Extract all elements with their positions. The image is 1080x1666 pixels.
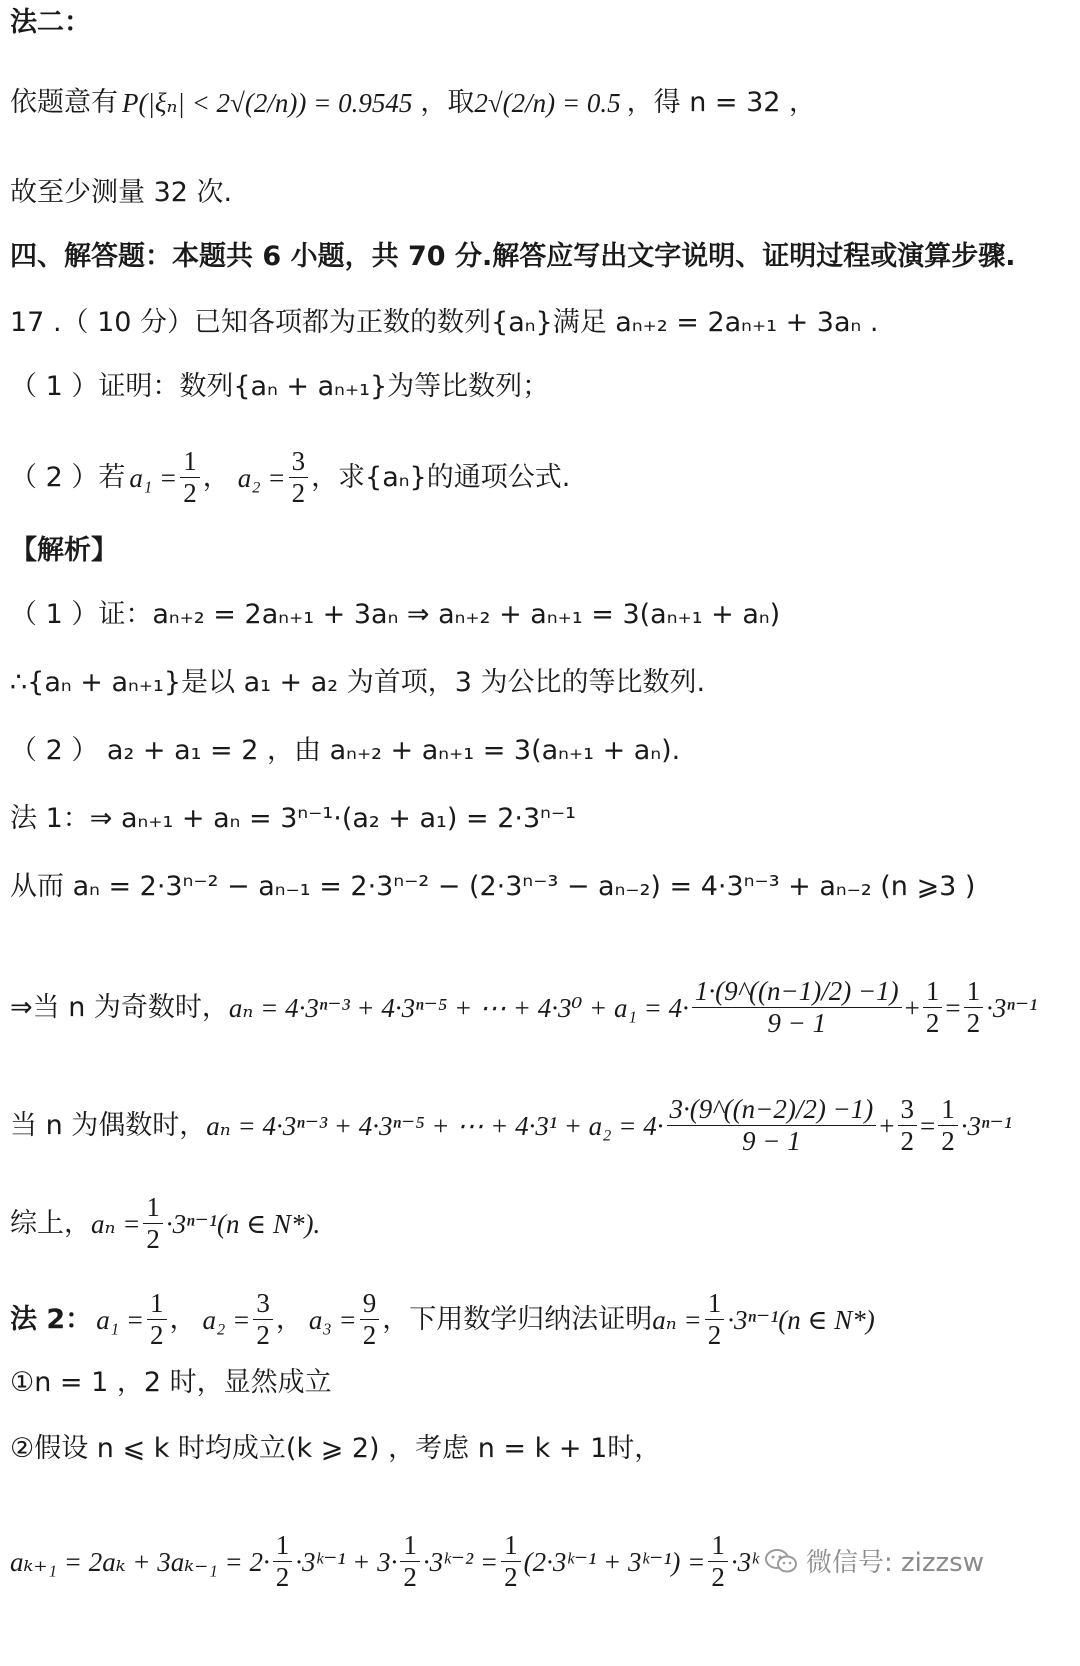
separator: ，	[169, 1303, 197, 1335]
formula-take: 2√(2/n) = 0.5	[474, 88, 621, 118]
fraction-one-half	[180, 446, 200, 509]
take-text: ，取	[420, 87, 475, 118]
fraction-one-half	[708, 1530, 728, 1593]
plus-sign: +	[904, 992, 920, 1023]
intro-text: 依题意有	[10, 87, 118, 118]
odd-case-power: ·3ⁿ⁻¹	[986, 992, 1038, 1023]
part-2-setup: （ 2 ） a₂ + a₁ = 2 ，由 aₙ₊₂ + aₙ₊₁ = 3(aₙ₊₁ + aₙ).	[10, 735, 681, 766]
part2-prefix: （ 2 ）若	[10, 461, 126, 493]
odd-case-fraction	[692, 976, 902, 1039]
fraction-numerator: 1·(9^((n−1)/2) −1)	[692, 976, 902, 1008]
equals-sign: =	[945, 992, 961, 1023]
even-case-power: ·3ⁿ⁻¹	[960, 1110, 1012, 1141]
fraction-denominator: 2	[362, 1320, 377, 1351]
fraction-numerator: 3	[289, 446, 309, 478]
fraction-denominator: 2	[900, 1126, 915, 1157]
fraction-numerator: 1	[938, 1094, 958, 1126]
separator: ，	[275, 1303, 303, 1335]
recurrence-line: 从而 aₙ = 2·3ⁿ⁻² − aₙ₋₁ = 2·3ⁿ⁻² − (2·3ⁿ⁻³ − aₙ₋₂) = 4·3ⁿ⁻³ + aₙ₋₂ (n ⩾3 )	[10, 871, 976, 902]
fraction-numerator: 1	[501, 1530, 521, 1562]
even-case-prefix: 当 n 为偶数时，	[10, 1109, 207, 1141]
step-part-d: (2·3ᵏ⁻¹ + 3ᵏ⁻¹) =	[523, 1546, 706, 1577]
fraction-numerator: 1	[143, 1192, 163, 1224]
separator: ，	[202, 461, 230, 493]
a1-label: a₁ =	[96, 1304, 145, 1335]
fraction-numerator: 1	[180, 446, 200, 478]
fraction-one-half	[143, 1192, 163, 1255]
induction-power: ·3ⁿ⁻¹(n ∈ N*)	[727, 1304, 875, 1335]
summary-prefix: 综上，	[10, 1207, 91, 1239]
a2-label: a₂ =	[237, 462, 286, 493]
step-part-b: ·3ᵏ⁻¹ + 3·	[295, 1546, 398, 1577]
summary-line	[10, 1192, 1070, 1255]
fraction-numerator: 1	[708, 1530, 728, 1562]
fraction-numerator: 1	[273, 1530, 293, 1562]
result-text: ，得 n = 32 ，	[626, 87, 817, 118]
proof-step-1: （ 1 ）证：aₙ₊₂ = 2aₙ₊₁ + 3aₙ ⇒ aₙ₊₂ + aₙ₊₁ = 3(aₙ₊₁ + aₙ)	[10, 599, 781, 630]
fraction-numerator: 3·(9^((n−2)/2) −1)	[667, 1094, 877, 1126]
fraction-denominator: 2	[183, 478, 197, 509]
proof-step-2: ∴{aₙ + aₙ₊₁}是以 a₁ + a₂ 为首项，3 为公比的等比数列.	[10, 667, 706, 698]
fraction-denominator: 9 − 1	[742, 1126, 801, 1157]
fraction-three-half	[253, 1288, 273, 1351]
fraction-numerator: 1	[400, 1530, 420, 1562]
a1-label: a₁ =	[129, 462, 178, 493]
formula-probability: P(|ξₙ| < 2√(2/n)) = 0.9545	[122, 88, 413, 118]
odd-case-sum: aₙ = 4·3ⁿ⁻³ + 4·3ⁿ⁻⁵ + ⋯ + 4·3⁰ + a₁ = 4·	[228, 992, 689, 1023]
fraction-nine-half	[360, 1288, 380, 1351]
fraction-one-half	[705, 1288, 725, 1351]
a3-label: a₃ =	[308, 1304, 357, 1335]
question-17-part-2	[10, 446, 1070, 509]
fraction-denominator: 2	[256, 1320, 270, 1351]
fraction-one-half	[501, 1530, 521, 1593]
fraction-numerator: 1	[964, 976, 984, 1008]
even-case-line	[10, 1094, 1070, 1157]
analysis-heading: 【解析】	[10, 535, 118, 566]
question-17: 17 .（ 10 分）已知各项都为正数的数列{aₙ}满足 aₙ₊₂ = 2aₙ₊₁ + 3aₙ .	[10, 307, 879, 338]
fraction-denominator: 2	[707, 1320, 722, 1351]
summary-power: ·3ⁿ⁻¹(n ∈ N*).	[165, 1208, 321, 1239]
watermark-label: 微信号: zizzsw	[805, 1548, 984, 1578]
induction-base-case: ①n = 1 ，2 时，显然成立	[10, 1367, 332, 1398]
induction-hypothesis: ②假设 n ⩽ k 时均成立(k ⩾ 2) ，考虑 n = k + 1时，	[10, 1433, 662, 1464]
fraction-denominator: 2	[711, 1562, 725, 1593]
fraction-numerator: 1	[147, 1288, 167, 1320]
fraction-denominator: 9 − 1	[767, 1008, 827, 1039]
fraction-numerator: 9	[360, 1288, 380, 1320]
fraction-one-half	[938, 1094, 958, 1157]
fraction-denominator: 2	[925, 1008, 940, 1039]
question-17-part-1: （ 1 ）证明：数列{aₙ + aₙ₊₁}为等比数列；	[10, 371, 550, 402]
fraction-numerator: 3	[253, 1288, 273, 1320]
fraction-denominator: 2	[291, 478, 306, 509]
fraction-one-half	[147, 1288, 167, 1351]
method-2-line	[10, 1288, 1070, 1351]
method-1-line: 法 1：⇒ aₙ₊₁ + aₙ = 3ⁿ⁻¹·(a₂ + a₁) = 2·3ⁿ⁻¹	[10, 803, 576, 834]
fraction-one-half	[400, 1530, 420, 1593]
conclusion-line: 故至少测量 32 次.	[10, 177, 233, 208]
even-case-sum: aₙ = 4·3ⁿ⁻³ + 4·3ⁿ⁻⁵ + ⋯ + 4·3¹ + a₂ = 4·	[206, 1110, 664, 1141]
fraction-denominator: 2	[966, 1008, 981, 1039]
probability-line	[10, 86, 1070, 120]
fraction-three-half	[289, 446, 309, 509]
fraction-denominator: 2	[150, 1320, 164, 1351]
summary-an: aₙ =	[91, 1208, 141, 1239]
odd-case-prefix: ⇒当 n 为奇数时，	[10, 991, 229, 1023]
even-case-fraction	[667, 1094, 877, 1157]
step-part-c: ·3ᵏ⁻² =	[422, 1546, 499, 1577]
fraction-one-half	[273, 1530, 293, 1593]
fraction-numerator: 3	[898, 1094, 918, 1126]
wechat-watermark	[764, 1542, 984, 1579]
fraction-three-half	[898, 1094, 918, 1157]
fraction-numerator: 1	[705, 1288, 725, 1320]
induction-text: ，下用数学归纳法证明	[382, 1303, 653, 1335]
induction-an: aₙ =	[652, 1304, 702, 1335]
fraction-denominator: 2	[941, 1126, 955, 1157]
step-part-a: aₖ₊₁ = 2aₖ + 3aₖ₋₁ = 2·	[10, 1546, 270, 1577]
step-part-e: ·3ᵏ	[730, 1546, 759, 1577]
method2-heading: 法二：	[10, 7, 91, 38]
fraction-denominator: 2	[504, 1562, 518, 1593]
fraction-one-half	[923, 976, 943, 1039]
fraction-denominator: 2	[146, 1224, 160, 1255]
section-four-heading: 四、解答题：本题共 6 小题，共 70 分.解答应写出文字说明、证明过程或演算步骤.	[10, 241, 1016, 272]
plus-sign: +	[879, 1110, 895, 1141]
method-2-prefix: 法 2：	[10, 1303, 93, 1335]
fraction-one-half	[964, 976, 984, 1039]
odd-case-line	[10, 976, 1070, 1039]
equals-sign: =	[920, 1110, 936, 1141]
a2-label: a₂ =	[202, 1304, 251, 1335]
part2-suffix: ，求{aₙ}的通项公式.	[311, 461, 571, 493]
fraction-denominator: 2	[275, 1562, 290, 1593]
fraction-denominator: 2	[403, 1562, 417, 1593]
wechat-icon	[764, 1547, 798, 1575]
fraction-numerator: 1	[923, 976, 943, 1008]
